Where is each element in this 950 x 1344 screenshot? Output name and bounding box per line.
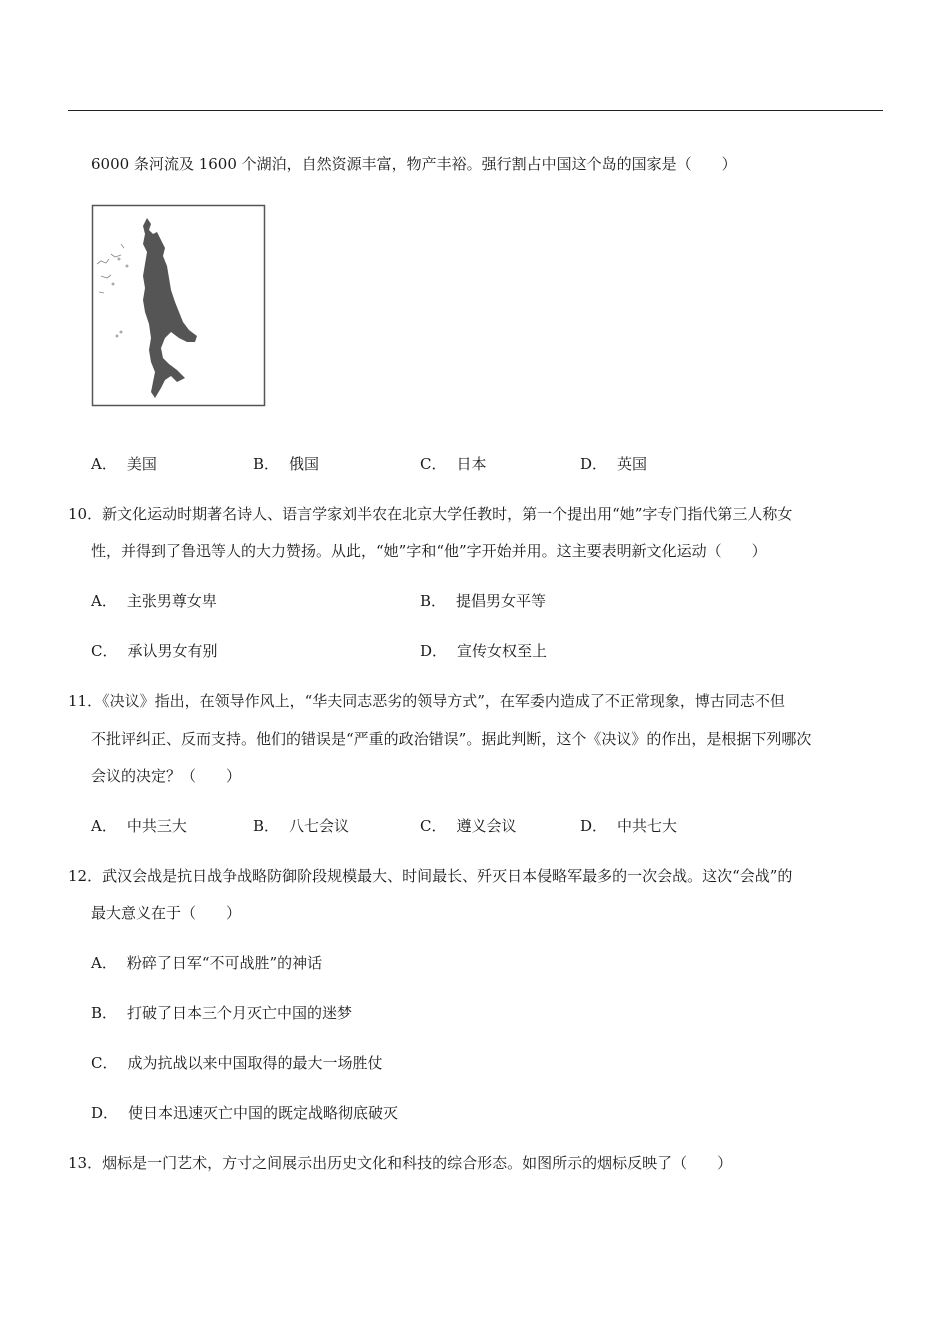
q10-stem-line1	[68, 504, 792, 524]
q12-option-d[interactable]	[91, 1103, 398, 1123]
option-letter: D．	[580, 455, 608, 473]
question-text: 《决议》指出，在领导作风上，“华夫同志恶劣的领导方式”，在军委内造成了不正常现象，博古同志不但	[102, 692, 785, 710]
question-number: 12．	[68, 867, 103, 885]
q10-option-d[interactable]	[420, 641, 547, 661]
option-text: 俄国	[289, 455, 320, 473]
q11-option-c[interactable]	[420, 816, 517, 836]
question-text: 烟标是一门艺术，方寸之间展示出历史文化和科技的综合形态。如图所示的烟标反映了（ ）	[102, 1154, 733, 1172]
option-letter: B．	[420, 592, 447, 610]
option-text: 八七会议	[289, 817, 350, 835]
q11-option-b[interactable]	[253, 816, 349, 836]
question-number: 11．	[68, 692, 103, 710]
island-map-figure	[91, 204, 266, 407]
q11-stem-line3: 会议的决定？（ ）	[91, 767, 242, 785]
option-letter: A．	[91, 954, 117, 972]
option-text: 中共七大	[617, 817, 678, 835]
q10-option-b[interactable]	[420, 591, 546, 611]
q10-stem-line2: 性，并得到了鲁迅等人的大力赞扬。从此，“她”字和“他”字开始并用。这主要表明新文化运动（ ）	[91, 542, 767, 560]
q11-stem-line2: 不批评纠正、反而支持。他们的错误是“严重的政治错误”。据此判断，这个《决议》的作出，是根据下列哪次	[91, 730, 812, 748]
option-text: 成为抗战以来中国取得的最大一场胜仗	[127, 1054, 383, 1072]
q12-option-c[interactable]	[91, 1053, 383, 1073]
option-letter: C．	[420, 817, 447, 835]
q9-stem: 6000 条河流及 1600 个湖泊，自然资源丰富，物产丰裕。强行割占中国这个岛的国家是（ ）	[91, 155, 737, 173]
q9-option-b[interactable]	[253, 454, 319, 474]
question-text: 新文化运动时期著名诗人、语言学家刘半农在北京大学任教时，第一个提出用“她”字专门指代第三人称女	[102, 505, 793, 523]
option-letter: C．	[420, 455, 447, 473]
option-letter: A．	[91, 817, 117, 835]
option-text: 英国	[617, 455, 648, 473]
option-letter: C．	[91, 642, 118, 660]
q11-stem-line1	[68, 691, 785, 711]
question-text: 武汉会战是抗日战争战略防御阶段规模最大、时间最长、歼灭日本侵略军最多的一次会战。这次“会战”的	[102, 867, 793, 885]
option-letter: C．	[91, 1054, 118, 1072]
q11-option-d[interactable]	[580, 816, 677, 836]
option-letter: B．	[253, 455, 280, 473]
option-text: 打破了日本三个月灭亡中国的迷梦	[127, 1004, 353, 1022]
option-text: 日本	[456, 455, 487, 473]
q9-option-a[interactable]	[91, 454, 157, 474]
option-letter: B．	[91, 1004, 118, 1022]
option-text: 遵义会议	[456, 817, 517, 835]
option-text: 中共三大	[126, 817, 187, 835]
q10-option-c[interactable]	[91, 641, 218, 661]
header-rule	[68, 110, 883, 111]
option-text: 美国	[126, 455, 157, 473]
q12-stem-line2: 最大意义在于（ ）	[91, 904, 242, 922]
option-letter: D．	[580, 817, 608, 835]
q12-option-a[interactable]	[91, 953, 322, 973]
option-text: 使日本迅速灭亡中国的既定战略彻底破灭	[128, 1104, 399, 1122]
q12-option-b[interactable]	[91, 1003, 352, 1023]
option-letter: A．	[91, 455, 117, 473]
option-text: 提倡男女平等	[456, 592, 547, 610]
q9-option-d[interactable]	[580, 454, 647, 474]
q10-option-a[interactable]	[91, 591, 217, 611]
option-letter: B．	[253, 817, 280, 835]
option-letter: A．	[91, 592, 117, 610]
option-text: 宣传女权至上	[457, 642, 548, 660]
q13-stem-line1	[68, 1153, 732, 1173]
q12-stem-line1	[68, 866, 792, 886]
option-text: 承认男女有别	[127, 642, 218, 660]
question-number: 13．	[68, 1154, 103, 1172]
option-text: 主张男尊女卑	[126, 592, 217, 610]
option-letter: D．	[91, 1104, 119, 1122]
q9-option-c[interactable]	[420, 454, 487, 474]
option-letter: D．	[420, 642, 448, 660]
q11-option-a[interactable]	[91, 816, 187, 836]
option-text: 粉碎了日军“不可战胜”的神话	[126, 954, 323, 972]
question-number: 10．	[68, 505, 103, 523]
